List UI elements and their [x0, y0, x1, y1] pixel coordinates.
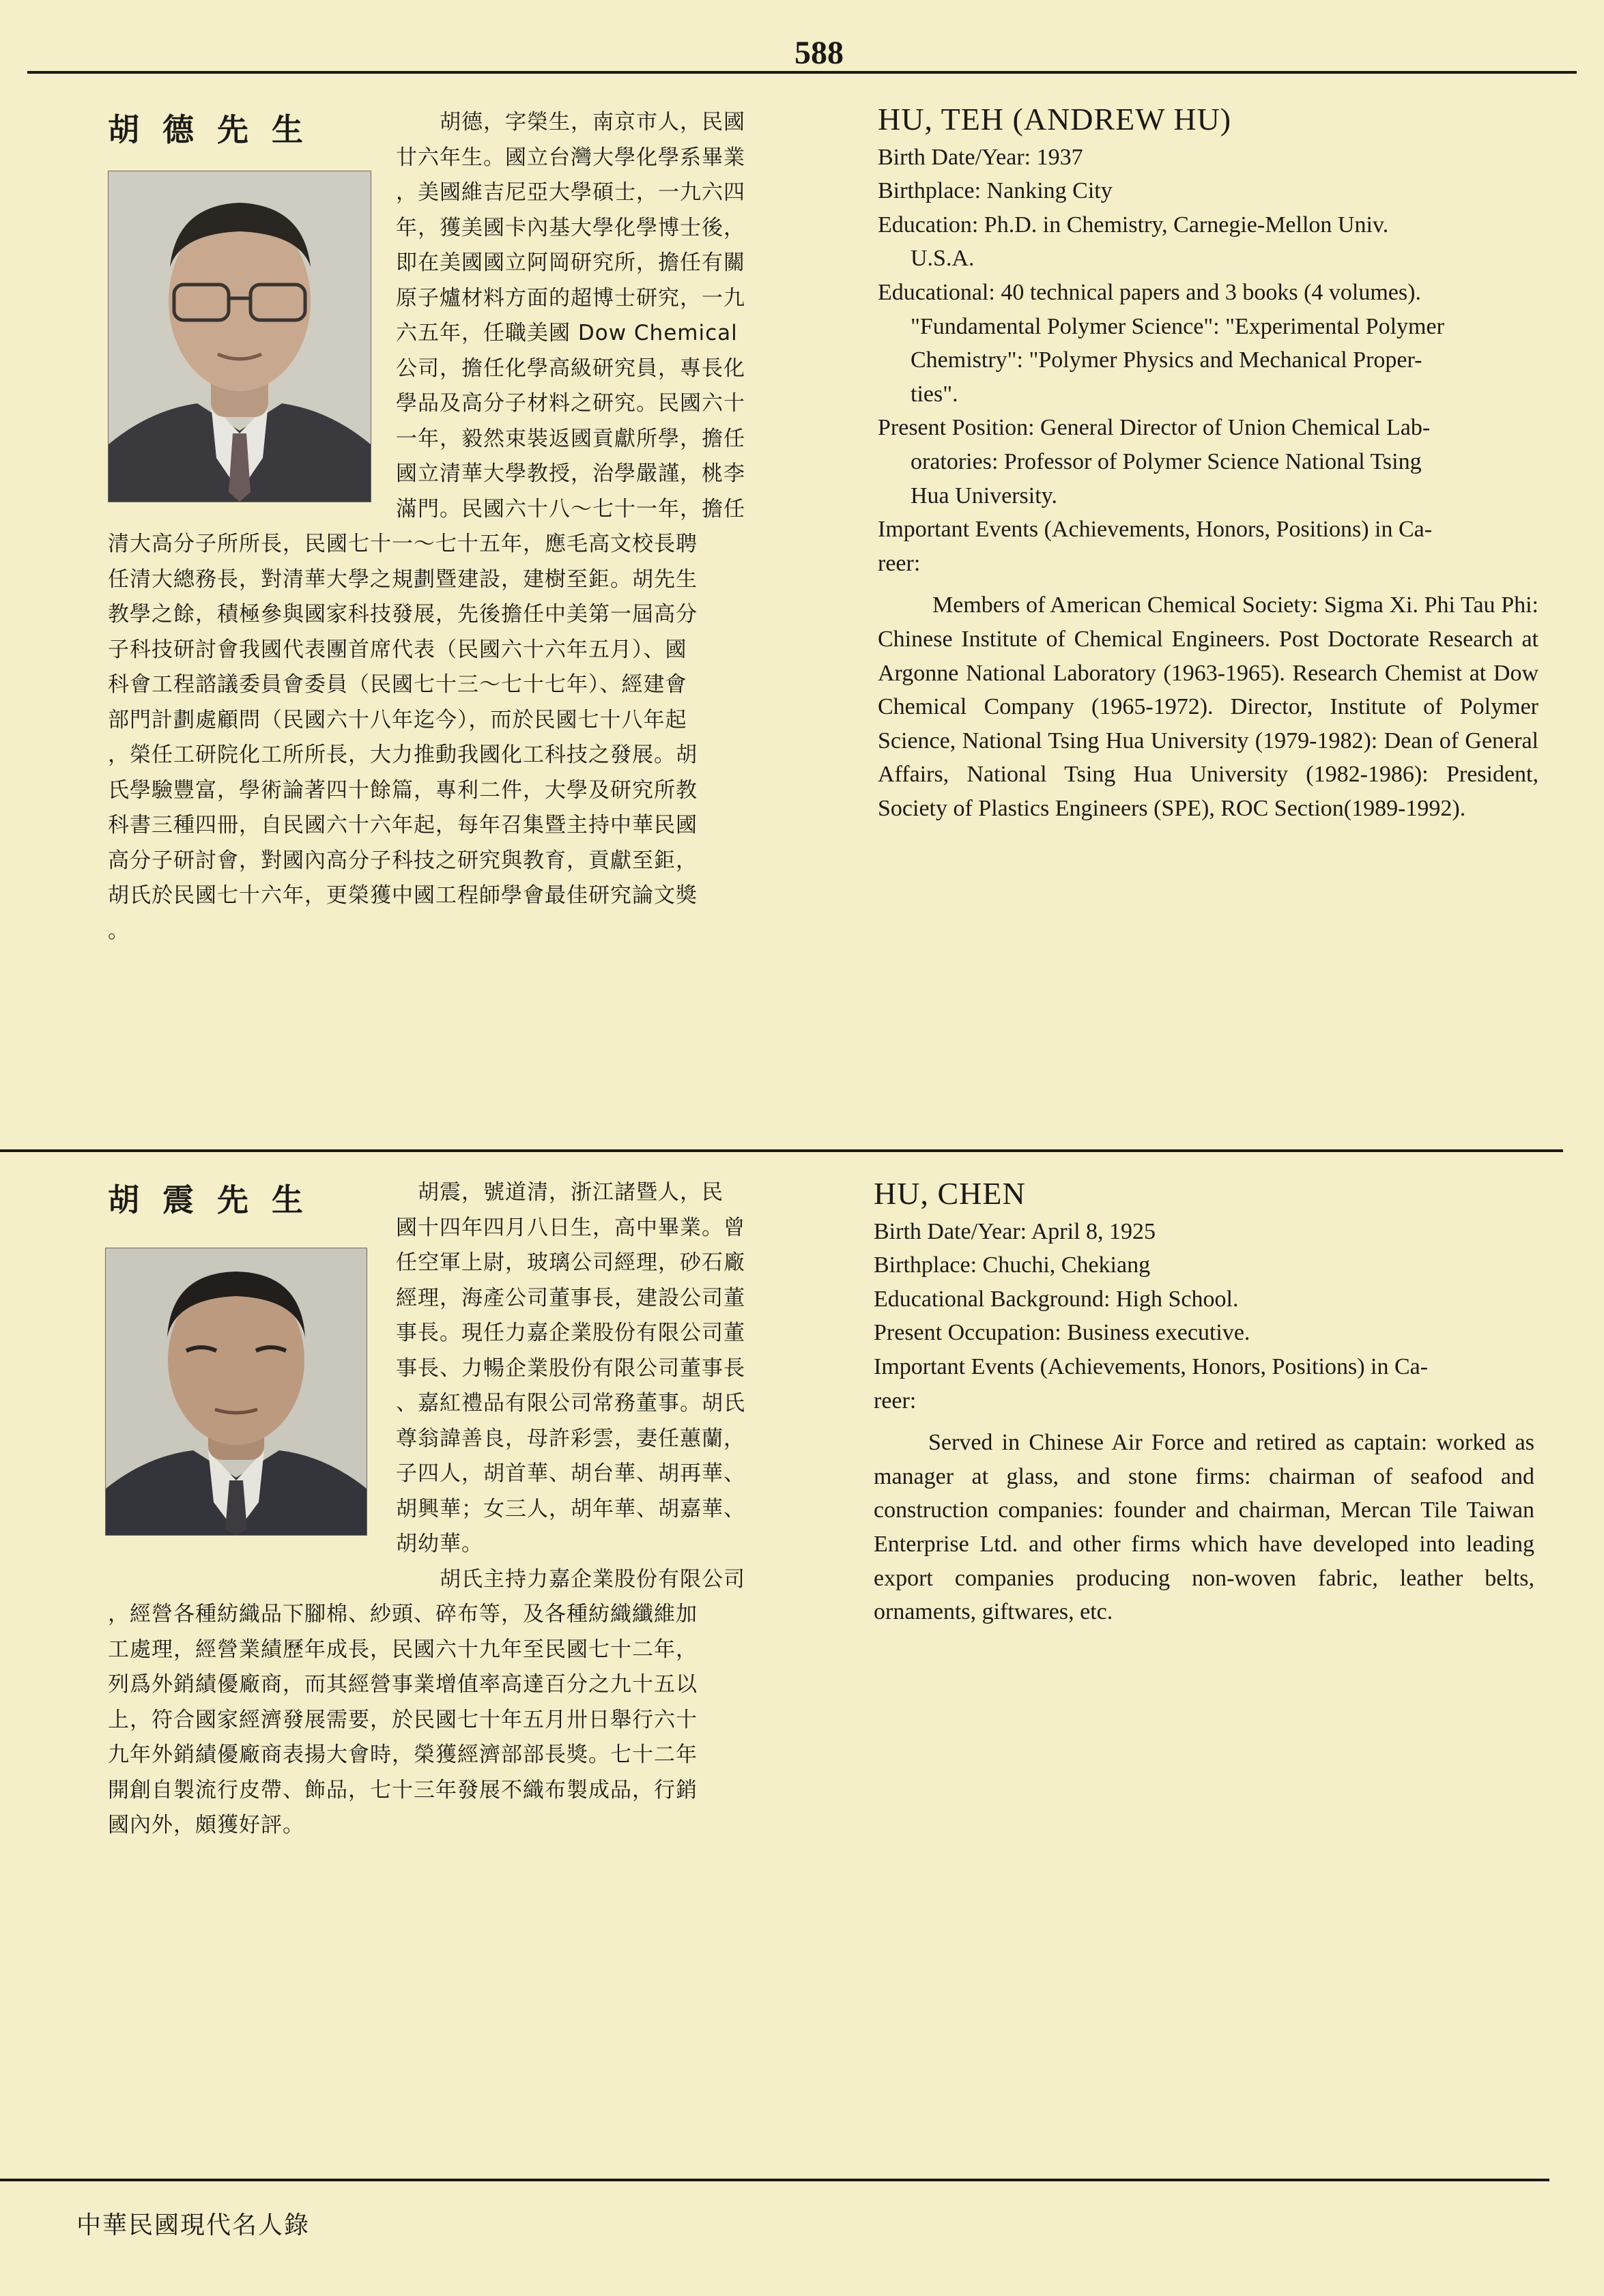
zh-line: 原子爐材料方面的超博士研究，一九 [396, 285, 745, 311]
en-line: Education: Ph.D. in Chemistry, Carnegie-Mellon Univ. [878, 212, 1389, 238]
zh-line: 開創自製流行皮帶、飾品，七十三年發展不織布製成品，行銷 [108, 1777, 698, 1803]
zh-line: 一年，毅然束裝返國貢獻所學，擔任 [396, 426, 745, 451]
en-line: Educational Background: High School. [874, 1286, 1239, 1312]
en-line: Important Events (Achievements, Honors, Positions) in Ca- [878, 517, 1433, 543]
zh-line: 學品及高分子材料之研究。民國六十 [396, 391, 745, 416]
zh-line: 清大高分子所所長，民國七十一～七十五年，應毛高文校長聘 [108, 532, 698, 556]
zh-line: 胡氏於民國七十六年，更榮獲中國工程師學會最佳研究論文獎 [108, 883, 698, 908]
zh-line: ，榮任工研院化工所所長，大力推動我國化工科技之發展。胡 [108, 743, 698, 767]
zh-line: 年，獲美國卡內基大學化學博士後， [396, 215, 745, 240]
zh-line: ，美國維吉尼亞大學碩士，一九六四 [396, 180, 745, 205]
zh-line: 。 [108, 918, 130, 943]
zh-line: 九年外銷績優廠商表揚大會時，榮獲經濟部部長獎。七十二年 [108, 1742, 698, 1767]
zh-line: 列爲外銷績優廠商，而其經營事業增值率高達百分之九十五以 [108, 1672, 698, 1697]
zh-line: 國立清華大學教授，治學嚴謹，桃李 [396, 461, 745, 486]
zh-line: 六五年，任職美國 Dow Chemical [396, 321, 738, 345]
entry1-portrait-photo [108, 171, 371, 502]
zh-line: 子科技研討會我國代表團首席代表（民國六十六年五月）、國 [108, 637, 687, 662]
zh-line: 國內外，頗獲好評。 [108, 1813, 304, 1837]
entry2-en-paragraph: Served in Chinese Air Force and retired as captain: worked as manager at glass, and stone firms: chairman of seafood and construction companies: founder and chairman, Mercan Tile Taiwan Enterprise Ltd. and other firms which have developed into leading export companies producing non-woven fabric, leather belts, ornaments, giftwares, etc. [874, 1430, 1534, 1625]
en-line: Present Position: General Director of Union Chemical Lab- [878, 415, 1431, 441]
entry2-portrait-illustration [106, 1248, 367, 1535]
zh-line: 國十四年四月八日生，高中畢業。曾 [396, 1215, 745, 1240]
zh-line: 高分子研討會，對國內高分子科技之研究與教育，貢獻至鉅， [108, 848, 698, 873]
zh-line: 即在美國國立阿岡研究所，擔任有關 [396, 250, 745, 275]
en-line: reer: [878, 550, 921, 576]
zh-line: 氏學驗豐富，學術論著四十餘篇，專利二件，大學及研究所教 [108, 777, 698, 803]
top-rule [27, 71, 1577, 74]
en-line: ties". [911, 381, 958, 407]
en-line: Present Occupation: Business executive. [874, 1320, 1250, 1346]
entry2-portrait-photo [105, 1248, 367, 1536]
en-line: U.S.A. [911, 246, 975, 272]
entry1-zh-text-bottom [108, 527, 807, 949]
zh-line: 、嘉紅禮品有限公司常務董事。胡氏 [396, 1391, 745, 1416]
zh-line: 任清大總務長，對清華大學之規劃暨建設，建樹至鉅。胡先生 [108, 566, 698, 592]
entry2-en-name: HU, CHEN [874, 1176, 1026, 1211]
en-line: Birth Date/Year: 1937 [878, 144, 1083, 170]
entry1-en-name: HU, TEH (ANDREW HU) [878, 102, 1232, 137]
zh-line: 上，符合國家經濟發展需要，於民國七十年五月卅日舉行六十 [108, 1707, 698, 1732]
entry2-en-block [874, 1177, 1534, 1629]
zh-line: 胡德，字榮生，南京市人，民國 [440, 110, 745, 134]
zh-line: 事長、力暢企業股份有限公司董事長 [396, 1355, 745, 1381]
zh-line: 任空軍上尉，玻璃公司經理，砂石廠 [396, 1250, 745, 1275]
en-line: Educational: 40 technical papers and 3 books (4 volumes). [878, 279, 1421, 305]
zh-line: 經理，海產公司董事長，建設公司董 [396, 1285, 745, 1310]
entry2-zh-text-top [396, 1175, 807, 1597]
zh-line: 尊翁諱善良，母許彩雲，妻任蕙蘭， [396, 1426, 745, 1451]
zh-line: 工處理，經營業績歷年成長，民國六十九年至民國七十二年， [108, 1637, 698, 1662]
entry1-portrait-illustration [109, 171, 371, 502]
entry1-en-paragraph: Members of American Chemical Society: Sigma Xi. Phi Tau Phi: Chinese Institute of Chemical Engineers. Post Doctorate Research at Argonne National Laboratory (1963-1965). Research Chemist at Dow Chemical Company (1965-1972). Director, Institute of Polymer Science, National Tsing Hua University (1979-1982): Dean of General Affairs, National Tsing Hua University (1982-1986): President, Society of Plastics Engineers (SPE), ROC Section(1989-1992). [878, 592, 1538, 821]
entry2-zh-text-bottom [108, 1597, 807, 1843]
zh-line: 教學之餘，積極參與國家科技發展，先後擔任中美第一屆高分 [108, 602, 698, 627]
zh-line: 公司，擔任化學高級研究員，專長化 [396, 356, 745, 381]
zh-line: 部門計劃處顧問（民國六十八年迄今），而於民國七十八年起 [108, 707, 687, 732]
zh-line: 子四人，胡首華、胡台華、胡再華、 [396, 1461, 745, 1486]
zh-line: 科會工程諮議委員會委員（民國七十三～七十七年）、經建會 [108, 672, 687, 697]
en-line: Important Events (Achievements, Honors, Positions) in Ca- [874, 1353, 1429, 1379]
en-line: Birthplace: Chuchi, Chekiang [874, 1252, 1151, 1278]
zh-line: 事長。現任力嘉企業股份有限公司董 [396, 1321, 745, 1345]
zh-line: 胡興華；女三人，胡年華、胡嘉華、 [396, 1496, 745, 1521]
zh-line: 科書三種四冊，自民國六十六年起，每年召集暨主持中華民國 [108, 813, 698, 837]
entry2-zh-name: 胡震先生 [108, 1181, 326, 1218]
section-divider [0, 1149, 1563, 1152]
footer-book-title: 中華民國現代名人錄 [76, 2211, 311, 2239]
zh-line: 胡氏主持力嘉企業股份有限公司 [440, 1566, 745, 1592]
en-line: oratories: Professor of Polymer Science National Tsing [911, 448, 1422, 474]
en-line: Hua University. [911, 483, 1057, 508]
en-line: Chemistry": "Polymer Physics and Mechanical Proper- [911, 347, 1422, 373]
footer-rule [0, 2179, 1549, 2181]
zh-line: 胡震，號道清，浙江諸暨人，民 [418, 1180, 724, 1205]
en-line: "Fundamental Polymer Science": "Experimental Polymer [911, 313, 1444, 339]
zh-line: ，經營各種紡織品下腳棉、紗頭、碎布等，及各種紡織纖維加 [108, 1602, 698, 1626]
en-line: reer: [874, 1388, 917, 1414]
page-number: 588 [794, 35, 844, 71]
zh-line: 胡幼華。 [396, 1532, 483, 1556]
zh-line: 滿門。民國六十八～七十一年，擔任 [396, 496, 745, 521]
entry1-zh-text-top [396, 105, 807, 527]
en-line: Birth Date/Year: April 8, 1925 [874, 1218, 1156, 1244]
entry1-en-block [878, 102, 1538, 825]
zh-line: 廿六年生。國立台灣大學化學系畢業 [396, 145, 745, 170]
en-line: Birthplace: Nanking City [878, 178, 1113, 204]
entry1-zh-name: 胡德先生 [108, 111, 326, 148]
